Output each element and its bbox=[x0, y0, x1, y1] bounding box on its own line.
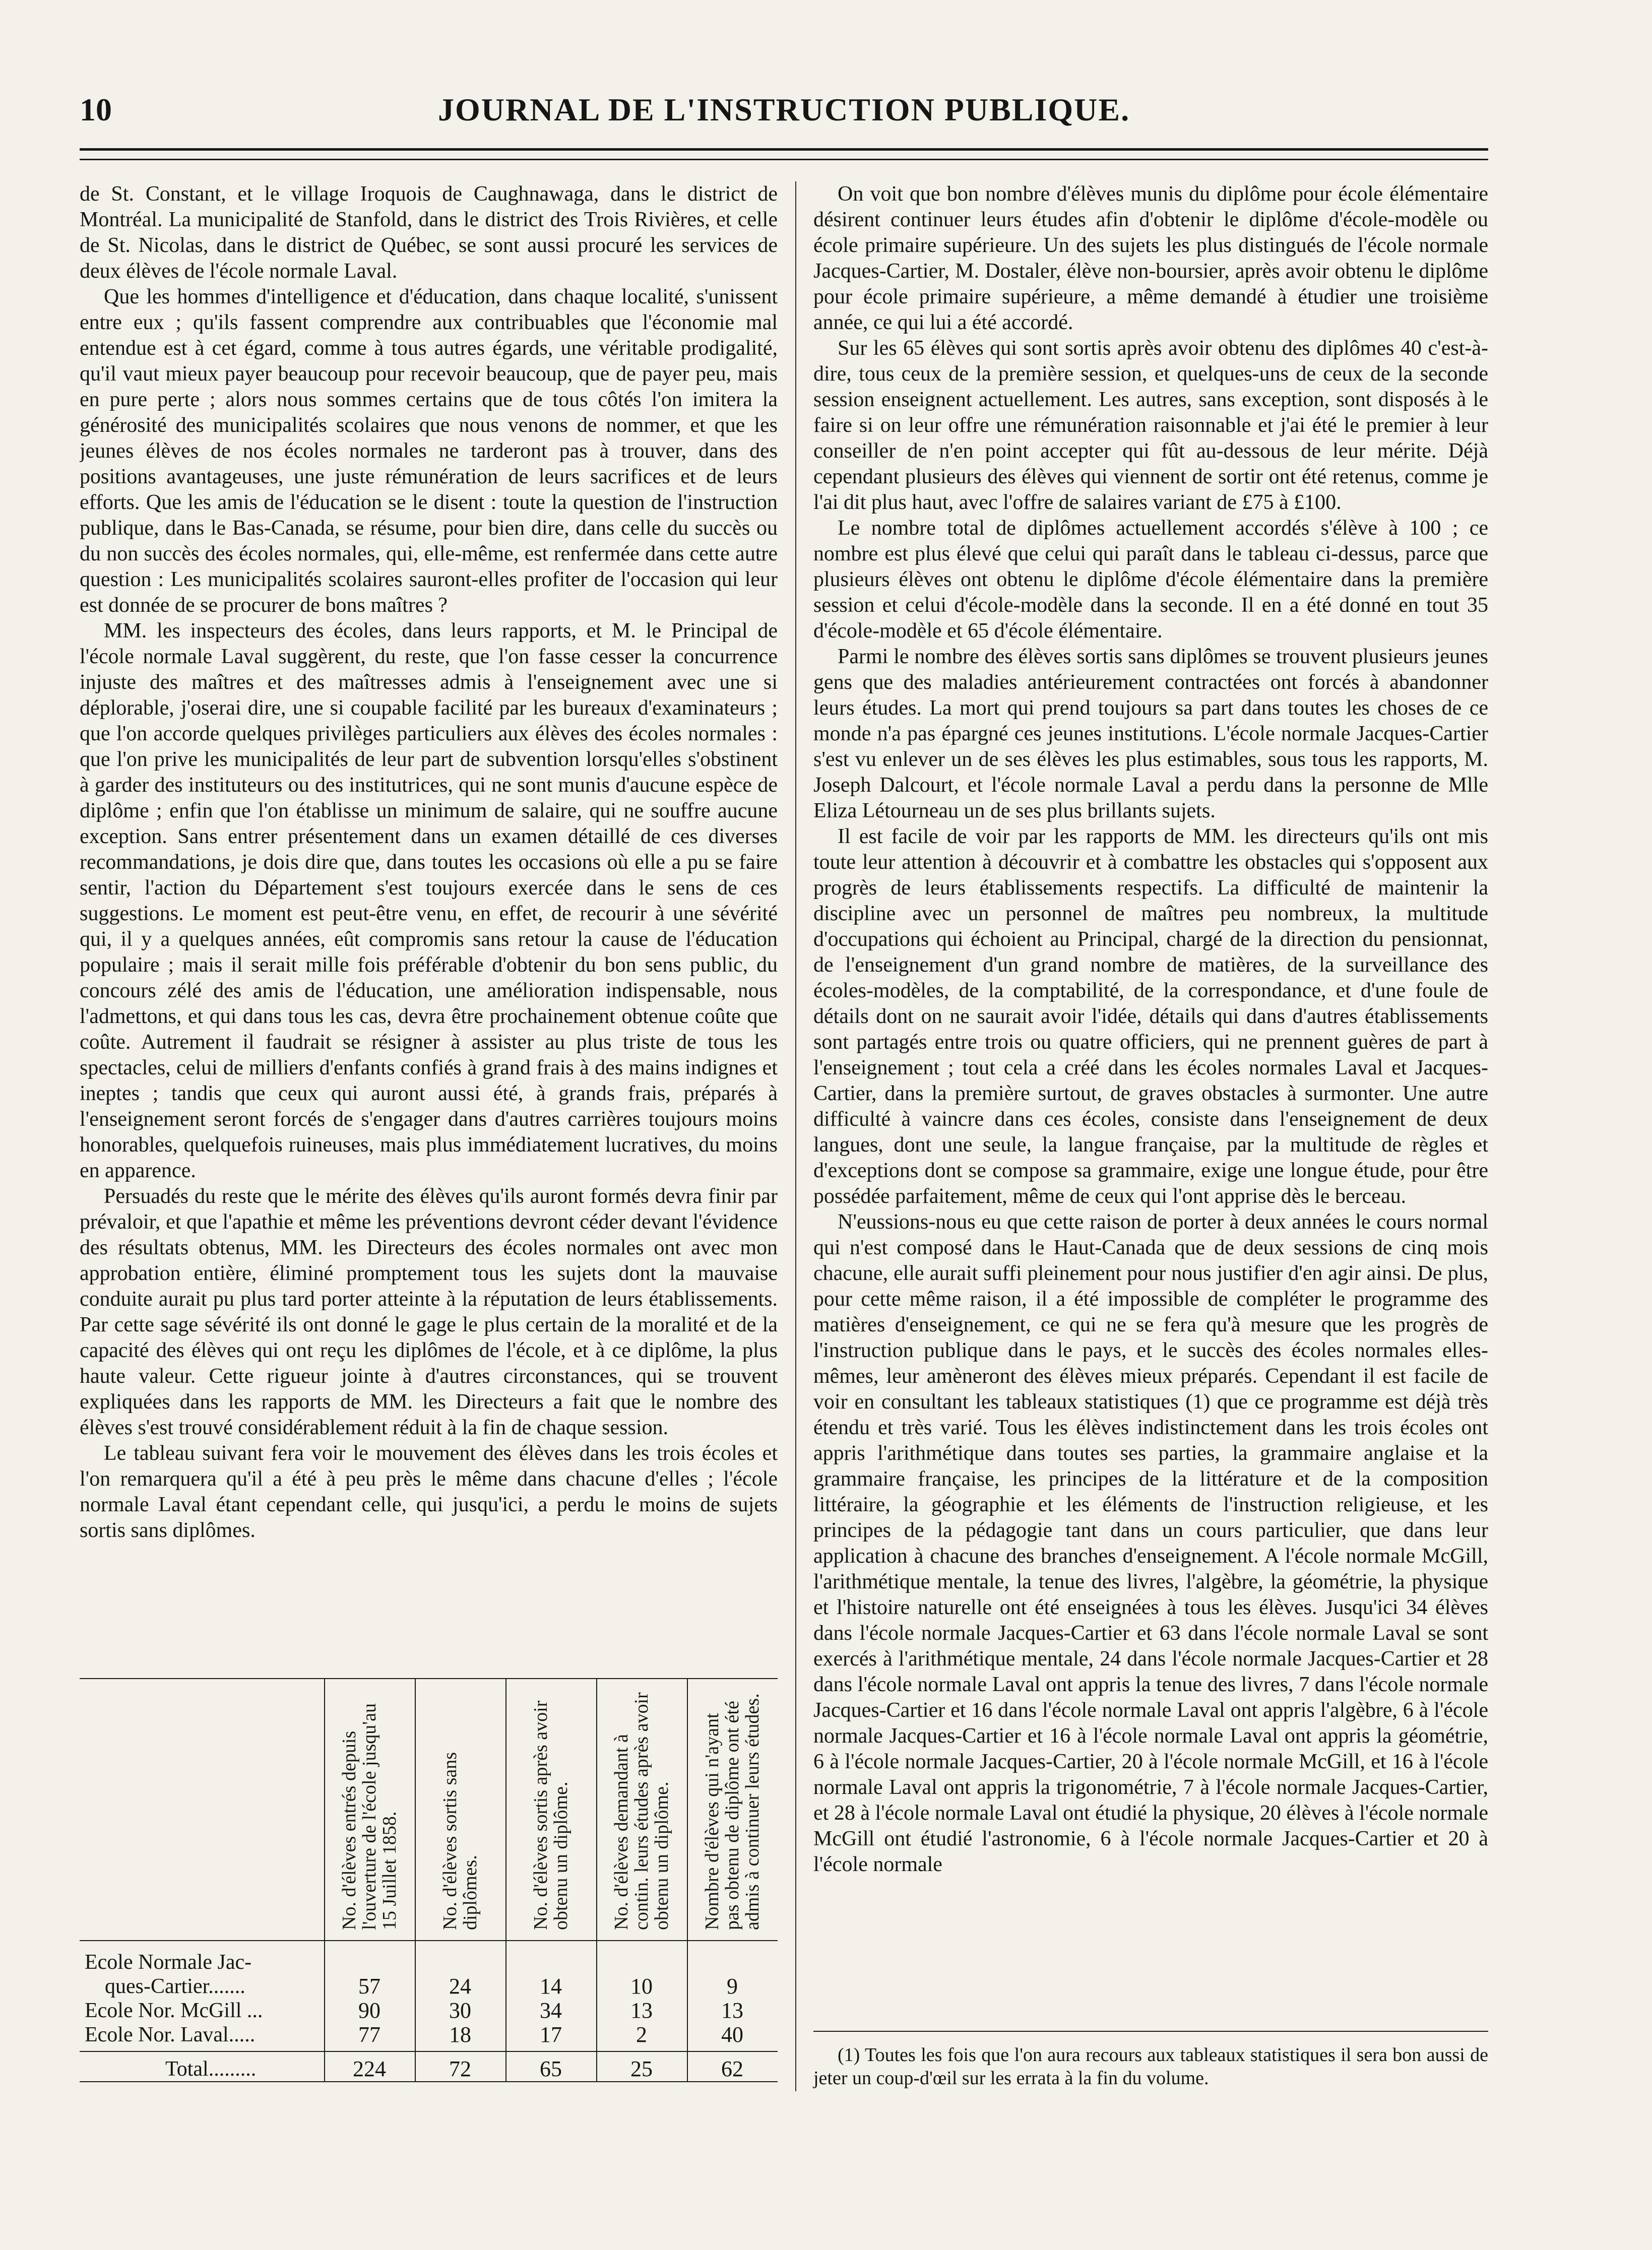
paragraph: MM. les inspecteurs des écoles, dans leurs rapports, et M. le Principal de l'école normale Laval suggèrent, du reste, que l'on fasse cesser la concurrence injuste des maîtres et des maîtresses admis à l'enseignement avec une si déplorable, j'oserai dire, une si coupable facilité par les bureaux d'examinateurs ; que l'on accorde quelques privilèges particuliers aux élèves des écoles normales : que l'on prive les municipalités de leur part de subvention lorsqu'elles s'obstinent à garder des instituteurs ou des institutrices, qui ne sont munis d'aucune espèce de diplôme ; enfin que l'on établisse un minimum de salaire, qui ne souffre aucune exception. Sans entrer présentement dans un examen détaillé de ces diverses recommandations, je dois dire que, dans toutes les occasions où elle a pu se faire sentir, l'action du Département s'est toujours exercée dans le sens de ces suggestions. Le moment est peut-être venu, en effet, de recourir à une sévérité qui, il y a quelques années, eût compromis sans retour la cause de l'éducation populaire ; mais il serait mille fois préférable d'obtenir du bon sens public, du concours zélé des amis de l'éducation, une amélioration indispensable, nous l'admettons, et qui dans tous les cas, devra être prochainement obtenue coûte que coûte. Autrement il faudrait se résigner à assister au plus triste de tous les spectacles, celui de milliers d'enfants confiés à grand frais à des mains indignes et ineptes ; tandis que ceux qui auront aussi été, à grands frais, préparés à l'enseignement seront forcés de s'engager dans d'autres carrières toujours moins honorables, quelquefois ruineuses, mais plus immédiatement lucratives, du moins en apparence. bbox=[80, 619, 778, 1182]
table-cell: 24 bbox=[449, 1974, 471, 1999]
table-cell: 90 bbox=[358, 1998, 380, 2023]
paragraph: Il est facile de voir par les rapports de MM. les directeurs qu'ils ont mis toute leur attention à découvrir et à combattre les obstacles qui s'opposent aux progrès de leurs établissements respectifs. La difficulté de maintenir la discipline avec un personnel de maîtres peu nombreux, la multitude d'occupations qui échoient au Principal, chargé de la direction du pensionnat, de l'enseignement d'un grand nombre de matières, de la surveillance des écoles-modèles, de la comptabilité, de la correspondance, et d'une foule de détails dont on ne saurait avoir l'idée, détails qui dans d'autres établissements sont partagés entre trois ou quatre officiers, qui ne prennent guères de part à l'enseignement ; tout cela a créé dans les écoles normales Laval et Jacques-Cartier, dans la première surtout, de graves obstacles à surmonter. Une autre difficulté à vaincre dans ces écoles, consiste dans l'enseignement de deux langues, dont une seule, la langue française, par la multitude de règles et d'exceptions dont se compose sa grammaire, exige une longue étude, pour être possédée parfaitement, même de ceux qui l'ont apprise dès le berceau. bbox=[813, 825, 1488, 1208]
table-total-rule bbox=[80, 2051, 778, 2052]
table-header-cell bbox=[599, 1683, 684, 1935]
table-cell: 34 bbox=[540, 1998, 562, 2023]
right-column bbox=[813, 181, 1488, 2006]
table-bottom-rule bbox=[80, 2081, 778, 2082]
table-header-cell bbox=[689, 1683, 775, 1935]
paragraph: On voit que bon nombre d'élèves munis du diplôme pour école élémentaire désirent continuer leurs études afin d'obtenir le diplôme d'école-modèle ou école primaire supérieure. Un des sujets les plus distingués de l'école normale Jacques-Cartier, M. Dostaler, élève non-boursier, après avoir obtenu le diplôme pour école primaire supérieure, a même demandé à étudier une troisième année, ce qui lui a été accordé. bbox=[813, 182, 1488, 334]
statistics-table bbox=[80, 1678, 778, 2091]
table-total-label: Total......... bbox=[165, 2058, 257, 2081]
paragraph: Persuadés du reste que le mérite des élèves qu'ils auront formés devra finir par prévaloir, et que l'apathie et même les préventions devront céder devant l'évidence des résultats obtenus, MM. les Directeurs des écoles normales ont avec mon approbation entière, éliminé promptement tous les sujets dont la mauvaise conduite aurait pu plus tard porter atteinte à la réputation de leurs établissements. Par cette sage sévérité ils ont donné le gage le plus certain de la moralité et de la capacité des élèves qui ont reçu les diplômes de l'école, et à ce diplôme, la plus haute valeur. Cette rigueur jointe à d'autres circonstances, qui se trouvent expliquées dans les rapports de MM. les Directeurs a fait que le nombre des élèves s'est trouvé considérablement réduit à la fin de chaque session. bbox=[80, 1185, 778, 1439]
table-header-rule bbox=[80, 1940, 778, 1941]
left-column bbox=[80, 181, 778, 1668]
table-cell: 40 bbox=[721, 2022, 743, 2047]
paragraph: Le nombre total de diplômes actuellement accordés s'élève à 100 ; ce nombre est plus élevé que celui qui paraît dans le tableau ci-dessus, parce que plusieurs élèves ont obtenu le diplôme d'école élémentaire dans la première session et celui d'école-modèle dans la seconde. Il en a été donné en tout 35 d'école-modèle et 65 d'école élémentaire. bbox=[813, 517, 1488, 642]
table-header-text: No. d'élèves sortis sans diplômes. bbox=[439, 1752, 481, 1930]
table-cell: 77 bbox=[358, 2022, 380, 2047]
paragraph: Sur les 65 élèves qui sont sortis après avoir obtenu des diplômes 40 c'est-à-dire, tous ceux de la première session, et quelques-uns de ceux de la seconde session enseignent actuellement. Les autres, sans exception, sont disposés à le faire si on leur offre une rémunération raisonnable et j'ai été le premier à leur conseiller de n'en point accepter qui fût au-dessous de leur mérite. Déjà cependant plusieurs des élèves qui viennent de sortir ont été retenus, comme je l'ai dit plus haut, avec l'offre de salaires variant de £75 à £100. bbox=[813, 337, 1488, 514]
journal-title: JOURNAL DE L'INSTRUCTION PUBLIQUE. bbox=[437, 92, 1130, 127]
table-cell: 13 bbox=[721, 1998, 743, 2023]
column-divider bbox=[795, 181, 796, 2091]
table-row-label: ques-Cartier....... bbox=[105, 1975, 245, 1998]
table-header-cell bbox=[327, 1683, 412, 1935]
table-total-cell: 224 bbox=[353, 2056, 386, 2081]
page-header bbox=[80, 90, 1488, 130]
table-cell: 57 bbox=[358, 1974, 380, 1999]
table-row-label: Ecole Normale Jac- bbox=[85, 1951, 252, 1974]
page-number: 10 bbox=[80, 92, 112, 127]
table-header-cell bbox=[508, 1683, 594, 1935]
table-cell: 2 bbox=[636, 2022, 647, 2047]
table-cell: 30 bbox=[449, 1998, 471, 2023]
header-rule-thin bbox=[80, 159, 1488, 160]
table-cell: 17 bbox=[540, 2022, 562, 2047]
paragraph: de St. Constant, et le village Iroquois de Caughnawaga, dans le district de Montréal. La municipalité de Stanfold, dans le district des Trois Rivières, et celle de St. Nicolas, dans le district de Québec, se sont aussi procuré les services de deux élèves de l'école normale Laval. bbox=[80, 182, 778, 283]
table-header-text: No. d'élèves entrés depuis l'ouverture de l'école jusqu'au 15 Juillet 1858. bbox=[339, 1703, 400, 1930]
table-header-text: Nombre d'élèves qui n'ayant pas obtenu de diplôme ont été admis à continuer leurs études. bbox=[702, 1693, 763, 1930]
table-header-text: No. d'élèves demandant à contin. leurs études après avoir obtenu un diplôme. bbox=[611, 1692, 672, 1930]
table-column-rule bbox=[324, 1678, 325, 2081]
table-column-rule bbox=[415, 1678, 416, 2081]
paragraph: Que les hommes d'intelligence et d'éducation, dans chaque localité, s'unissent entre eux ; qu'ils fassent comprendre aux contribuables que l'économie mal entendue est à cet égard, comme à tous autres égards, une véritable prodigalité, qu'il vaut mieux payer beaucoup pour recevoir beaucoup, que de payer peu, mais en pure perte ; alors nous sommes certains que de tous côtés l'on imitera la générosité des municipalités scolaires que nous venons de nommer, et que les jeunes élèves de nos écoles normales ne tarderont pas à trouver, dans des positions avantageuses, une juste rémunération de leurs sacrifices et de leurs efforts. Que les amis de l'éducation se le disent : toute la question de l'instruction publique, dans le Bas-Canada, se résume, pour bien dire, dans celle du succès ou du non succès des écoles normales, qui, elle-même, est renfermée dans cette autre question : Les municipalités scolaires sauront-elles profiter de l'occasion qui leur est donnée de se procurer de bons maîtres ? bbox=[80, 285, 778, 617]
footnote-rule bbox=[813, 2031, 1488, 2032]
table-row-label: Ecole Nor. Laval..... bbox=[85, 2023, 256, 2046]
table-cell: 18 bbox=[449, 2022, 471, 2047]
table-column-rule bbox=[596, 1678, 597, 2081]
table-column-rule bbox=[505, 1678, 506, 2081]
table-cell: 14 bbox=[540, 1974, 562, 1999]
paragraph: Le tableau suivant fera voir le mouvement des élèves dans les trois écoles et l'on remarquera qu'il a été à peu près le même dans chacune d'elles ; l'école normale Laval étant cependant celle, qui jusqu'ici, a perdu le moins de sujets sortis sans diplômes. bbox=[80, 1442, 778, 1542]
paragraph: Parmi le nombre des élèves sortis sans diplômes se trouvent plusieurs jeunes gens que des maladies antérieurement contractées ont forcés à abandonner leurs études. La mort qui prend toujours sa part dans toutes les choses de ce monde n'a pas épargné ces jeunes institutions. L'école normale Jacques-Cartier s'est vu enlever un de ses élèves les plus estimables, sous tous les rapports, M. Joseph Dalcourt, et l'école normale Laval a perdu dans la personne de Mlle Eliza Létourneau un de ses plus brillants sujets. bbox=[813, 645, 1488, 822]
table-cell: 9 bbox=[727, 1974, 738, 1999]
table-top-rule bbox=[80, 1678, 778, 1679]
table-cell: 13 bbox=[630, 1998, 653, 2023]
table-column-rule bbox=[687, 1678, 688, 2081]
paragraph: N'eussions-nous eu que cette raison de porter à deux années le cours normal qui n'est composé dans le Haut-Canada que de deux sessions de cinq mois chacune, elle aurait suffi pleinement pour nous justifier d'en agir ainsi. De plus, pour cette même raison, il a été impossible de compléter le programme des matières d'enseignement, ce qui ne se fera qu'à mesure que les progrès de l'instruction publique dans le pays, et le succès des écoles normales elles-mêmes, leur amèneront des élèves mieux préparés. Cependant il est facile de voir en consultant les tableaux statistiques (1) que ce programme est déjà très étendu et très varié. Tous les élèves indistinctement dans les trois écoles ont appris l'arithmétique dans toutes ses parties, la grammaire anglaise et la grammaire française, les principes de la littérature et de la composition littéraire, la géographie et les éléments de l'instruction religieuse, et les principes de la pédagogie tant dans un cours particulier, que dans leur application à chacune des branches d'enseignement. A l'école normale McGill, l'arithmétique mentale, la tenue des livres, l'algèbre, la géométrie, la physique et l'histoire naturelle ont été enseignées à tous les élèves. Jusqu'ici 34 élèves dans l'école normale Jacques-Cartier et 63 dans l'école normale Laval se sont exercés à l'arithmétique mentale, 24 dans l'école normale Jacques-Cartier et 28 dans l'école normale Laval ont appris la tenue des livres, 7 dans l'école normale Jacques-Cartier et 16 dans l'école normale Laval ont appris l'algèbre, 6 à l'école normale Jacques-Cartier et 16 à l'école normale Laval ont appris la géométrie, 6 à l'école normale Jacques-Cartier, 20 à l'école normale McGill, et 16 à l'école normale Laval ont appris la trigonométrie, 7 à l'école normale Jacques-Cartier, et 28 à l'école normale Laval ont étudié la physique, 20 élèves à l'école normale McGill ont étudié l'astronomie, 6 à l'école normale Jacques-Cartier et 20 à l'école normale bbox=[813, 1210, 1488, 1876]
table-total-cell: 62 bbox=[721, 2056, 743, 2081]
table-total-cell: 25 bbox=[630, 2056, 653, 2081]
table-header-text: No. d'élèves sortis après avoir obtenu un diplôme. bbox=[530, 1700, 571, 1930]
table-cell: 10 bbox=[630, 1974, 653, 1999]
table-header-cell bbox=[417, 1683, 503, 1935]
header-rule-thick bbox=[80, 148, 1488, 151]
table-total-cell: 65 bbox=[540, 2056, 562, 2081]
table-row-label: Ecole Nor. McGill ... bbox=[85, 1999, 263, 2022]
footnote: (1) Toutes les fois que l'on aura recours aux tableaux statistiques il sera bon aussi de jeter un coup-d'œil sur les errata à la fin du volume. bbox=[813, 2044, 1488, 2089]
table-total-cell: 72 bbox=[449, 2056, 471, 2081]
